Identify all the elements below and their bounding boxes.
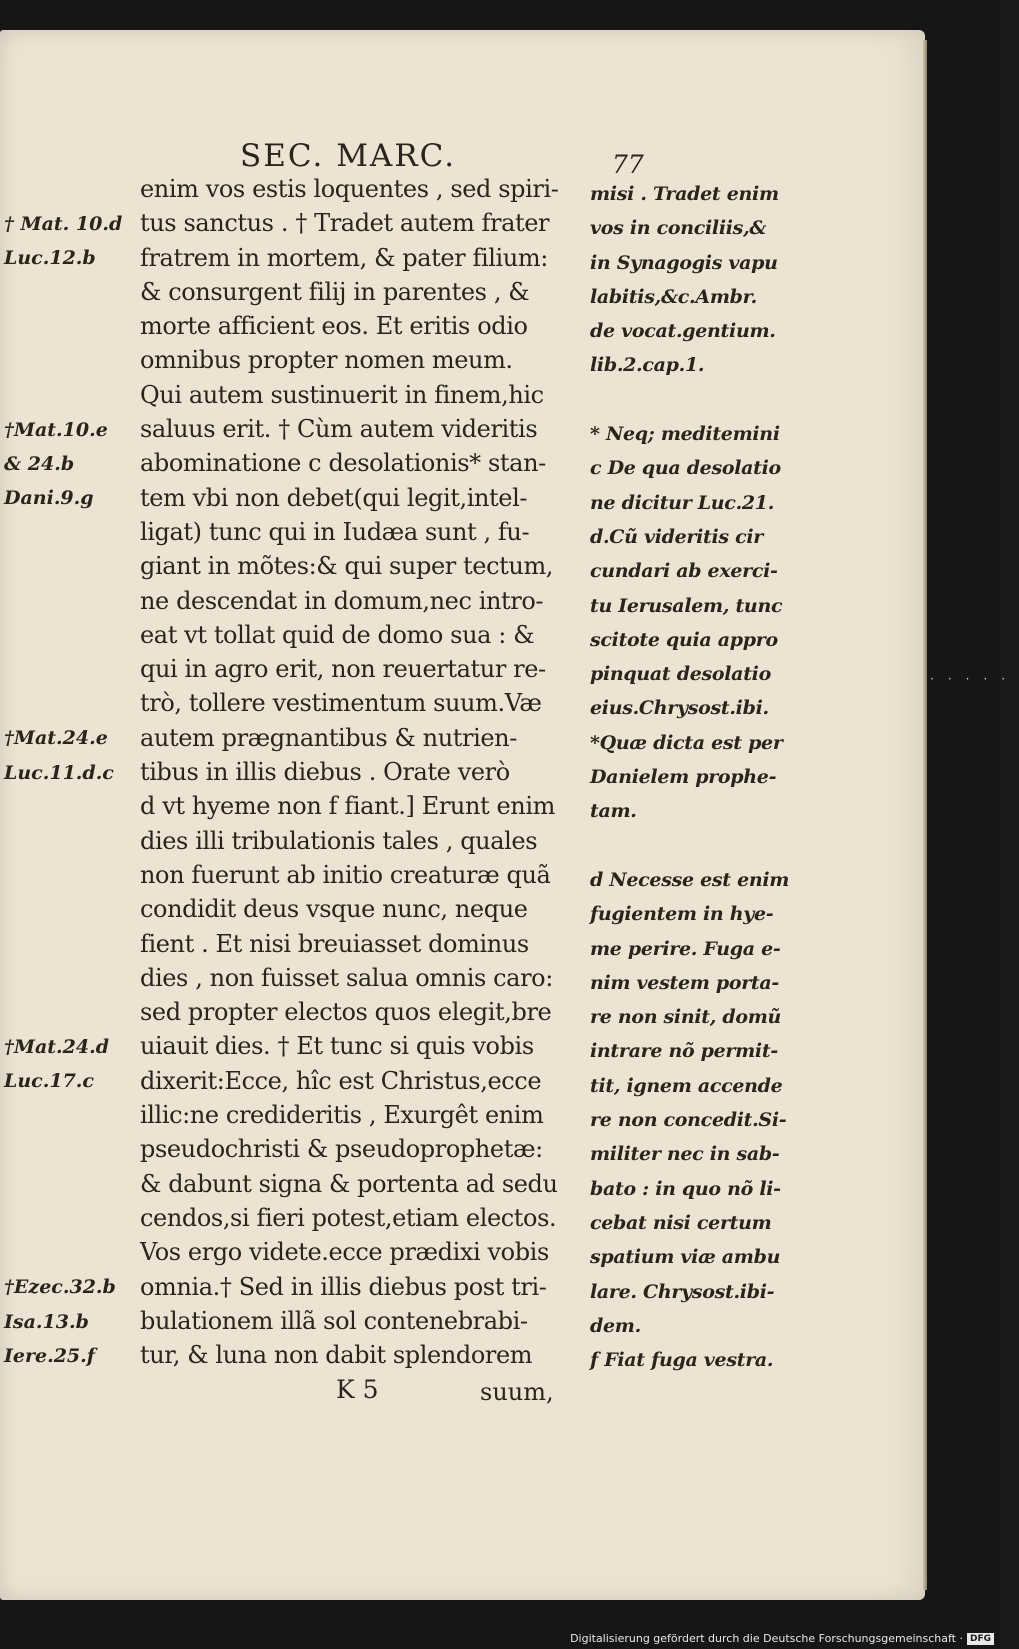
text-line: enim vos estis loquentes , sed spiri- bbox=[140, 175, 559, 203]
text-line: & dabunt signa & portenta ad sedu bbox=[140, 1169, 558, 1198]
margin-gloss: c De qua desolatio bbox=[590, 457, 781, 480]
text-line: fratrem in mortem, & pater filium: bbox=[140, 243, 548, 272]
margin-gloss: pinquat desolatio bbox=[590, 663, 771, 686]
margin-reference bbox=[4, 824, 140, 858]
margin-reference bbox=[4, 619, 140, 653]
text-line: giant in mõtes:& qui super tectum, bbox=[140, 552, 554, 581]
margin-reference bbox=[4, 1099, 140, 1133]
text-line: dies illi tribulationis tales , quales bbox=[140, 826, 538, 855]
margin-reference: †Ezec.32.b bbox=[4, 1276, 116, 1299]
margin-gloss: * Neq; meditemini bbox=[590, 423, 780, 446]
margin-reference bbox=[4, 516, 140, 550]
margin-reference: Luc.17.c bbox=[4, 1070, 94, 1093]
margin-reference: Isa.13.b bbox=[4, 1310, 89, 1333]
margin-gloss: me perire. Fuga e- bbox=[590, 937, 781, 960]
margin-reference bbox=[4, 962, 140, 996]
text-line: tibus in illis diebus . Orate verò bbox=[140, 758, 510, 787]
text-line: qui in agro erit, non reuertatur re- bbox=[140, 655, 546, 684]
margin-gloss: tit, ignem accende bbox=[590, 1074, 783, 1097]
text-line: d vt hyeme non f fiant.] Erunt enim bbox=[140, 792, 556, 821]
margin-gloss: f Fiat fuga vestra. bbox=[590, 1349, 774, 1372]
margin-gloss: labitis,&c.Ambr. bbox=[590, 285, 757, 308]
text-line: pseudochristi & pseudoprophetæ: bbox=[140, 1135, 543, 1164]
text-line: & consurgent filij in parentes , & bbox=[140, 277, 530, 306]
text-line: trò, tollere vestimentum suum.Væ bbox=[140, 689, 542, 718]
margin-gloss: de vocat.gentium. bbox=[590, 320, 776, 343]
margin-gloss: cundari ab exerci- bbox=[590, 560, 778, 583]
scan-dots: ····· bbox=[930, 672, 1019, 686]
margin-reference bbox=[4, 653, 140, 687]
main-text-column bbox=[140, 172, 585, 1372]
margin-gloss: lare. Chrysost.ibi- bbox=[590, 1280, 775, 1303]
margin-reference bbox=[4, 276, 140, 310]
margin-reference bbox=[4, 893, 140, 927]
text-line: uiauit dies. † Et tunc si quis vobis bbox=[140, 1032, 534, 1061]
margin-reference: Iere.25.f bbox=[4, 1344, 95, 1367]
margin-reference bbox=[4, 927, 140, 961]
text-line: cendos,si fieri potest,etiam electos. bbox=[140, 1203, 557, 1232]
margin-reference: Luc.12.b bbox=[4, 247, 96, 270]
text-line: tus sanctus . † Tradet autem frater bbox=[140, 209, 550, 238]
text-line: morte afficient eos. Et eritis odio bbox=[140, 312, 528, 341]
margin-gloss: scitote quia appro bbox=[590, 628, 778, 651]
dfg-logo: DFG bbox=[967, 1633, 994, 1645]
margin-reference bbox=[4, 1236, 140, 1270]
margin-gloss bbox=[590, 829, 808, 863]
text-line: sed propter electos quos elegit,bre bbox=[140, 998, 552, 1027]
margin-gloss: re non concedit.Si- bbox=[590, 1109, 787, 1132]
text-line: Vos ergo videte.ecce prædixi vobis bbox=[140, 1238, 549, 1267]
margin-reference bbox=[4, 1202, 140, 1236]
left-margin-references bbox=[4, 207, 140, 1373]
signature-mark: K 5 bbox=[336, 1375, 379, 1404]
margin-reference bbox=[4, 859, 140, 893]
page-fore-edge bbox=[923, 40, 927, 1590]
text-line: dies , non fuisset salua omnis caro: bbox=[140, 963, 553, 992]
text-line: eat vt tollat quid de domo sua : & bbox=[140, 620, 535, 649]
margin-gloss: re non sinit, domũ bbox=[590, 1006, 782, 1029]
text-line: dixerit:Ecce, hîc est Christus,ecce bbox=[140, 1066, 542, 1095]
margin-gloss: tam. bbox=[590, 800, 637, 823]
text-line: condidit deus vsque nunc, neque bbox=[140, 895, 528, 924]
margin-reference bbox=[4, 584, 140, 618]
margin-gloss: militer nec in sab- bbox=[590, 1143, 780, 1166]
margin-gloss: misi . Tradet enim bbox=[590, 183, 779, 205]
margin-gloss: Danielem prophe- bbox=[590, 766, 777, 789]
margin-reference: †Mat.24.d bbox=[4, 1036, 110, 1059]
margin-gloss: d Necesse est enim bbox=[590, 868, 790, 891]
margin-gloss: spatium viæ ambu bbox=[590, 1246, 781, 1269]
digitization-credit bbox=[570, 1632, 994, 1645]
margin-reference: Luc.11.d.c bbox=[4, 761, 114, 784]
margin-gloss: bato : in quo nõ li- bbox=[590, 1177, 781, 1200]
text-line: ligat) tunc qui in Iudæa sunt , fu- bbox=[140, 517, 530, 546]
margin-reference bbox=[4, 687, 140, 721]
text-line: Qui autem sustinuerit in finem,hic bbox=[140, 380, 544, 409]
margin-gloss: dem. bbox=[590, 1314, 641, 1337]
right-margin-glosses bbox=[590, 177, 808, 1377]
margin-reference bbox=[4, 1133, 140, 1167]
credit-text: Digitalisierung gefördert durch die Deutsche Forschungsgemeinschaft · bbox=[570, 1632, 963, 1645]
text-line: tem vbi non debet(qui legit,intel- bbox=[140, 483, 528, 512]
margin-reference: †Mat.24.e bbox=[4, 727, 108, 750]
margin-gloss bbox=[590, 383, 808, 417]
margin-reference: † Mat. 10.d bbox=[4, 213, 123, 235]
margin-reference bbox=[4, 550, 140, 584]
running-head: SEC. MARC. bbox=[240, 138, 457, 174]
margin-gloss: cebat nisi certum bbox=[590, 1211, 772, 1234]
margin-gloss: ne dicitur Luc.21. bbox=[590, 491, 775, 514]
text-line: abominatione c desolationis* stan- bbox=[140, 449, 546, 478]
margin-gloss: d.Cũ videritis cir bbox=[590, 525, 764, 548]
margin-reference: & 24.b bbox=[4, 453, 75, 476]
text-line: fient . Et nisi breuiasset dominus bbox=[140, 929, 529, 958]
text-line: non fuerunt ab initio creaturæ quã bbox=[140, 860, 551, 889]
text-line: omnia.† Sed in illis diebus post tri- bbox=[140, 1272, 547, 1301]
text-line: autem prægnantibus & nutrien- bbox=[140, 723, 517, 752]
margin-gloss: vos in conciliis,& bbox=[590, 217, 767, 240]
margin-gloss: nim vestem porta- bbox=[590, 971, 780, 994]
margin-gloss: fugientem in hye- bbox=[590, 903, 774, 926]
margin-reference bbox=[4, 996, 140, 1030]
book-page bbox=[0, 30, 925, 1600]
margin-reference bbox=[4, 790, 140, 824]
text-line: saluus erit. † Cùm autem videritis bbox=[140, 415, 538, 444]
page-number: 77 bbox=[612, 150, 644, 179]
text-line: illic:ne credideritis , Exurgêt enim bbox=[140, 1101, 544, 1130]
margin-gloss: tu Ierusalem, tunc bbox=[590, 594, 783, 617]
margin-gloss: eius.Chrysost.ibi. bbox=[590, 697, 769, 720]
text-line: omnibus propter nomen meum. bbox=[140, 346, 513, 375]
catchword: suum, bbox=[480, 1378, 554, 1406]
margin-reference: †Mat.10.e bbox=[4, 418, 108, 441]
text-line: bulationem illã sol contenebrabi- bbox=[140, 1306, 528, 1335]
text-line: ne descendat in domum,nec intro- bbox=[140, 586, 544, 615]
margin-reference bbox=[4, 310, 140, 344]
margin-reference bbox=[4, 344, 140, 378]
margin-gloss: intrare nõ permit- bbox=[590, 1040, 778, 1063]
margin-reference bbox=[4, 1167, 140, 1201]
text-line: tur, & luna non dabit splendorem bbox=[140, 1341, 533, 1370]
margin-gloss: lib.2.cap.1. bbox=[590, 354, 705, 377]
margin-gloss: *Quæ dicta est per bbox=[590, 731, 783, 754]
margin-reference: Dani.9.g bbox=[4, 487, 94, 510]
margin-gloss: in Synagogis vapu bbox=[590, 251, 778, 274]
margin-reference bbox=[4, 378, 140, 412]
